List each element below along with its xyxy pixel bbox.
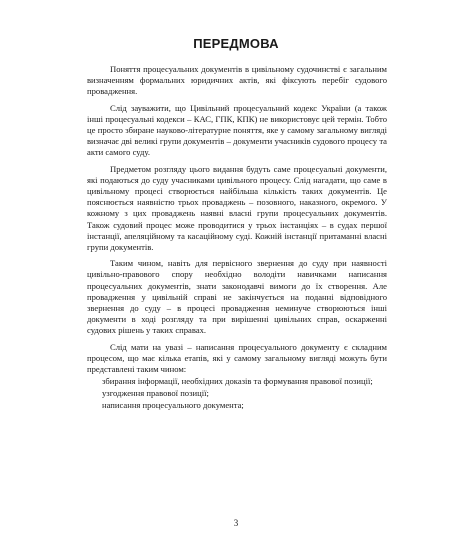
paragraph-1: Поняття процесуальних документів в цивільному судочинстві є загальним визначенням формальних юридичних актів, які фіксують перебіг судового провадження. — [87, 64, 387, 97]
paragraph-5: Слід мати на увазі – написання процесуального документу є складним процесом, що має кілька етапів, які у самому загальному вигляді можуть бути представлені таким чином: — [87, 341, 387, 375]
list-item-text: написання процесуального документа; — [102, 399, 244, 410]
paragraph-4: Таким чином, навіть для первісного звернення до суду при наявності цивільно-правового спору необхідно володіти навичками написання процесуальних документів, знати законодавчі вимоги до їх створення. Але провадження у цивільній справі не закінчується на поданні відповідного звернення до суду – в процесі провадження неминуче створюються інші документи в ході розгляду та при вирішенні цивільних справ, оскарженні судових рішень у таких справах. — [87, 258, 387, 336]
page-title: ПЕРЕДМОВА — [193, 36, 279, 51]
page-number: 3 — [233, 518, 239, 528]
paragraph-2: Слід зауважити, що Цивільний процесуальний кодекс України (а також інші процесуальні кодекси – КАС, ГПК, КПК) не використовує цей термін. Тобто це просто збиранe науково-літературне поняття, яке у самому загальному вигляді визначає дві великі групи документів – документи учасників судового процесу та акти самого суду. — [87, 102, 387, 158]
list-item — [87, 376, 387, 387]
document-body — [87, 64, 387, 411]
paragraph-3: Предметом розгляду цього видання будуть саме процесуальні документи, які подаються до суду учасниками цивільного процесу. Слід нагадати, що саме в цивільному процесі створюється найбільша кількість таких документів. Це пояснюється наявністю трьох проваджень – позовного, наказного, окремого. У кожному з цих проваджень наявні власні групи процесуальних документів. Також судовий процес може проводитися у трьох інстанціях – в судах першої інстанції, апеляційному та касаційному суді. Кожній інстанції притаманні власні групи документів. — [87, 163, 387, 253]
list-item — [87, 400, 387, 411]
list-item-text: узгодження правової позиції; — [102, 387, 209, 398]
list-item — [87, 388, 387, 399]
list-item-text: збирання інформації, необхідних доказів та формування правової позиції; — [102, 376, 373, 387]
